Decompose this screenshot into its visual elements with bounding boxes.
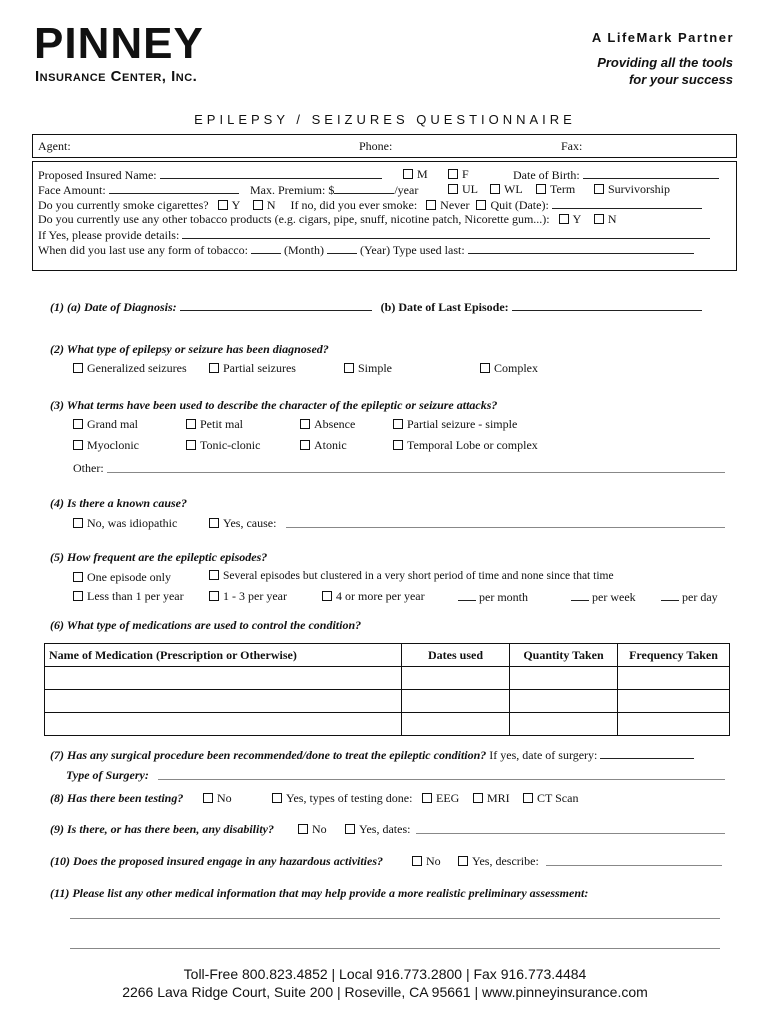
q2-question: (2) What type of epilepsy or seizure has been diagnosed? (50, 342, 329, 356)
checkbox[interactable] (345, 824, 355, 834)
q5-less-than-one[interactable] (73, 589, 184, 604)
q9-dates-field[interactable] (416, 833, 725, 834)
q1-date-last-episode-label: (b) Date of Last Episode: (380, 300, 509, 314)
table-cell[interactable] (45, 713, 402, 736)
q3-opt-absence[interactable] (300, 417, 355, 432)
q3-question: (3) What terms have been used to describe the character of the epileptic or seizure attacks? (50, 398, 498, 412)
face-amount-field[interactable] (109, 182, 239, 194)
medication-table (44, 643, 730, 736)
last-use-year-field[interactable] (327, 242, 357, 254)
q10-yes[interactable] (458, 854, 539, 869)
never-checkbox[interactable] (426, 200, 436, 210)
checkbox[interactable] (393, 419, 403, 429)
q4-yes[interactable] (209, 516, 276, 531)
option-label: CT Scan (537, 791, 579, 805)
checkbox[interactable] (209, 591, 219, 601)
per-day-label: per day (682, 590, 718, 604)
footer-address: 2266 Lava Ridge Court, Suite 200 | Roseville, CA 95661 | www.pinneyinsurance.com (122, 984, 648, 1000)
q5-several-episodes[interactable] (209, 570, 614, 582)
dob-label: Date of Birth: (513, 168, 580, 182)
agent-label: Agent: (38, 139, 71, 153)
f-label: F (462, 167, 469, 181)
table-row (45, 713, 730, 736)
option-label: Generalized seizures (87, 361, 187, 375)
phone-label: Phone: (359, 139, 393, 153)
q7-date-label: If yes, date of surgery: (489, 748, 598, 762)
option-label: Yes, describe: (472, 854, 539, 868)
table-cell[interactable] (510, 690, 618, 713)
q8-yes[interactable] (272, 791, 412, 806)
per-week-field[interactable] (571, 589, 589, 601)
survivorship-label: Survivorship (608, 182, 671, 196)
term-label: Term (550, 182, 576, 196)
table-row (45, 690, 730, 713)
smoke-no-label: N (266, 198, 276, 212)
q2-opt-complex[interactable] (480, 361, 538, 376)
per-week-label: per week (592, 590, 636, 604)
checkbox[interactable] (448, 184, 458, 194)
checkbox[interactable] (536, 184, 546, 194)
option-label: No (426, 854, 441, 868)
option-label: Absence (314, 417, 356, 431)
q9-yes[interactable] (345, 822, 410, 837)
q7-question: (7) Has any surgical procedure been recommended/done to treat the epileptic condition? (50, 748, 487, 762)
ever-smoke-label: If no, did you ever smoke: (290, 198, 418, 212)
smoke-no-checkbox[interactable] (253, 200, 263, 210)
table-header-row (45, 644, 730, 667)
checkbox[interactable] (300, 419, 310, 429)
m-label: M (417, 167, 428, 181)
checkbox[interactable] (73, 419, 83, 429)
col-header-frequency: Frequency Taken (618, 644, 730, 667)
col-header-quantity: Quantity Taken (510, 644, 618, 667)
table-cell[interactable] (618, 713, 730, 736)
insured-name-label: Proposed Insured Name: (38, 168, 157, 182)
checkbox[interactable] (473, 793, 483, 803)
option-label: Petit mal (200, 417, 243, 431)
checkbox[interactable] (322, 591, 332, 601)
year-label: /year (394, 183, 419, 197)
option-label: Partial seizures (223, 361, 296, 375)
q4-question: (4) Is there a known cause? (50, 496, 188, 510)
tagline-2: for your success (628, 72, 733, 87)
checkbox[interactable] (209, 570, 219, 580)
q11-line-1[interactable] (70, 918, 720, 919)
insured-name-field[interactable] (160, 167, 382, 179)
q3-opt-tonic-clonic[interactable] (186, 438, 260, 453)
per-month-field[interactable] (458, 589, 476, 601)
tagline-1: Providing all the tools (597, 55, 733, 70)
q2-opt-generalized[interactable] (73, 361, 187, 376)
fax-label: Fax: (561, 139, 583, 153)
tobacco-no-label: N (607, 212, 617, 226)
option-label: No (217, 791, 232, 805)
q8-mri[interactable] (473, 791, 510, 806)
q5-per-month (458, 589, 528, 605)
type-ul[interactable] (448, 182, 478, 197)
checkbox[interactable] (412, 856, 422, 866)
checkbox[interactable] (300, 440, 310, 450)
q11-question: (11) Please list any other medical information that may help provide a more realistic preliminary assessment: (50, 886, 589, 900)
q5-four-or-more[interactable] (322, 589, 425, 604)
option-label: Complex (494, 361, 538, 375)
q7-date-field[interactable] (600, 747, 694, 759)
q9-question: (9) Is there, or has there been, any disability? (50, 822, 274, 836)
table-cell[interactable] (402, 713, 510, 736)
per-month-label: per month (479, 590, 528, 604)
q3-other-field[interactable] (107, 472, 725, 473)
table-cell[interactable] (510, 667, 618, 690)
checkbox[interactable] (403, 169, 413, 179)
q4-no[interactable] (73, 516, 177, 531)
q10-describe-field[interactable] (546, 865, 722, 866)
q3-opt-petit-mal[interactable] (186, 417, 243, 432)
q8-eeg[interactable] (422, 791, 459, 806)
option-label: Less than 1 per year (87, 589, 184, 603)
q8-ct-scan[interactable] (523, 791, 578, 806)
month-label: (Month) (283, 243, 324, 257)
dob-field[interactable] (583, 167, 719, 179)
smoke-yes-checkbox[interactable] (218, 200, 228, 210)
q7-type-label: Type of Surgery: (66, 768, 149, 782)
logo-main: PINNEY (34, 19, 204, 68)
table-cell[interactable] (402, 690, 510, 713)
option-label: Yes, dates: (359, 822, 411, 836)
checkbox[interactable] (298, 824, 308, 834)
checkbox[interactable] (448, 169, 458, 179)
checkbox[interactable] (458, 856, 468, 866)
option-label: Yes, types of testing done: (286, 791, 413, 805)
sex-m[interactable] (403, 167, 428, 182)
tobacco-no-checkbox[interactable] (594, 214, 604, 224)
table-cell[interactable] (618, 667, 730, 690)
checkbox[interactable] (344, 363, 354, 373)
q7-row (50, 747, 694, 763)
q8-no[interactable] (203, 791, 232, 806)
tobacco-yes-label: Y (572, 212, 581, 226)
type-term[interactable] (536, 182, 575, 197)
form-title: EPILEPSY / SEIZURES QUESTIONNAIRE (194, 112, 576, 127)
quit-checkbox[interactable] (476, 200, 486, 210)
q5-per-day (661, 589, 718, 605)
tobacco-question: Do you currently use any other tobacco products (e.g. cigars, pipe, snuff, nicotine patch, Nicorette gum...): (38, 212, 550, 226)
q11-line-2[interactable] (70, 948, 720, 949)
type-survivorship[interactable] (594, 182, 670, 197)
table-row (45, 667, 730, 690)
q3-opt-atonic[interactable] (300, 438, 347, 453)
checkbox[interactable] (73, 572, 83, 582)
face-amount-row (38, 182, 239, 198)
ul-label: UL (462, 182, 478, 196)
smoke-row (38, 197, 702, 213)
q3-opt-temporal-lobe[interactable] (393, 438, 538, 453)
checkbox[interactable] (523, 793, 533, 803)
table-cell[interactable] (402, 667, 510, 690)
checkbox[interactable] (73, 591, 83, 601)
q1-date-diagnosis-label: (1) (a) Date of Diagnosis: (50, 300, 177, 314)
last-use-month-field[interactable] (251, 242, 281, 254)
premium-field[interactable] (334, 182, 394, 194)
q6-question: (6) What type of medications are used to control the condition? (50, 618, 362, 632)
sex-f[interactable] (448, 167, 469, 182)
last-use-row (38, 242, 694, 258)
face-amount-label: Face Amount: (38, 183, 106, 197)
option-label: MRI (487, 791, 510, 805)
q2-opt-partial[interactable] (209, 361, 296, 376)
partner-text: A LifeMark Partner (591, 30, 734, 45)
q9-no[interactable] (298, 822, 327, 837)
q3-opt-myoclonic[interactable] (73, 438, 139, 453)
checkbox[interactable] (209, 518, 219, 528)
q2-opt-simple[interactable] (344, 361, 392, 376)
checkbox[interactable] (490, 184, 500, 194)
option-label: One episode only (87, 570, 171, 584)
option-label: Atonic (314, 438, 347, 452)
q3-opt-grand-mal[interactable] (73, 417, 138, 432)
checkbox[interactable] (594, 184, 604, 194)
option-label: Tonic-clonic (200, 438, 261, 452)
checkbox[interactable] (272, 793, 282, 803)
type-used-field[interactable] (468, 242, 694, 254)
q10-no[interactable] (412, 854, 441, 869)
checkbox[interactable] (73, 440, 83, 450)
q1-date-diagnosis-field[interactable] (180, 299, 372, 311)
checkbox[interactable] (186, 419, 196, 429)
checkbox[interactable] (186, 440, 196, 450)
checkbox[interactable] (480, 363, 490, 373)
logo-subtitle: Insurance Center, Inc. (35, 68, 198, 85)
option-label: 1 - 3 per year (223, 589, 287, 603)
table-cell[interactable] (618, 690, 730, 713)
q5-per-week (571, 589, 636, 605)
table-cell[interactable] (510, 713, 618, 736)
option-label: EEG (436, 791, 460, 805)
tobacco-yes-checkbox[interactable] (559, 214, 569, 224)
option-label: 4 or more per year (336, 589, 425, 603)
option-label: Several episodes but clustered in a very short period of time and none since that time (223, 570, 614, 582)
checkbox[interactable] (73, 363, 83, 373)
option-label: Partial seizure - simple (407, 417, 518, 431)
col-header-medication: Name of Medication (Prescription or Otherwise) (45, 644, 402, 667)
q5-one-to-three[interactable] (209, 589, 287, 604)
footer-contact: Toll-Free 800.823.4852 | Local 916.773.2800 | Fax 916.773.4484 (183, 966, 587, 982)
tobacco-row (38, 212, 617, 227)
q8-question: (8) Has there been testing? (50, 791, 184, 805)
checkbox[interactable] (73, 518, 83, 528)
details-row (38, 227, 710, 243)
table-cell[interactable] (45, 667, 402, 690)
table-cell[interactable] (45, 690, 402, 713)
q5-one-episode[interactable] (73, 570, 171, 585)
option-label: No (312, 822, 327, 836)
option-label: Myoclonic (87, 438, 139, 452)
never-label: Never (440, 198, 470, 212)
checkbox[interactable] (422, 793, 432, 803)
details-label: If Yes, please provide details: (38, 228, 180, 242)
quit-date-field[interactable] (552, 197, 702, 209)
q1-row (50, 299, 702, 315)
smoke-question: Do you currently smoke cigarettes? (38, 198, 209, 212)
checkbox[interactable] (203, 793, 213, 803)
insured-name-row (38, 167, 382, 183)
dob-row (513, 167, 719, 183)
option-label: No, was idiopathic (87, 516, 178, 530)
option-label: Yes, cause: (223, 516, 277, 530)
last-use-label: When did you last use any form of tobacco: (38, 243, 248, 257)
premium-label: Max. Premium: $ (250, 183, 335, 197)
option-label: Simple (358, 361, 393, 375)
q3-opt-partial-simple[interactable] (393, 417, 517, 432)
type-used-label: Type used last: (392, 243, 465, 257)
q5-question: (5) How frequent are the epileptic episodes? (50, 550, 268, 564)
smoke-yes-label: Y (231, 198, 240, 212)
wl-label: WL (504, 182, 523, 196)
q1-date-last-episode-field[interactable] (512, 299, 702, 311)
col-header-dates: Dates used (402, 644, 510, 667)
checkbox[interactable] (209, 363, 219, 373)
checkbox[interactable] (393, 440, 403, 450)
quit-label: Quit (Date): (490, 198, 549, 212)
type-wl[interactable] (490, 182, 523, 197)
q4-cause-field[interactable] (286, 527, 725, 528)
details-field[interactable] (182, 227, 710, 239)
premium-row (250, 182, 418, 198)
year-field-label: (Year) (359, 243, 391, 257)
q7-type-field[interactable] (158, 779, 725, 780)
per-day-field[interactable] (661, 589, 679, 601)
q3-other-label: Other: (73, 461, 104, 475)
q10-question: (10) Does the proposed insured engage in any hazardous activities? (50, 854, 384, 868)
option-label: Temporal Lobe or complex (407, 438, 538, 452)
option-label: Grand mal (87, 417, 138, 431)
